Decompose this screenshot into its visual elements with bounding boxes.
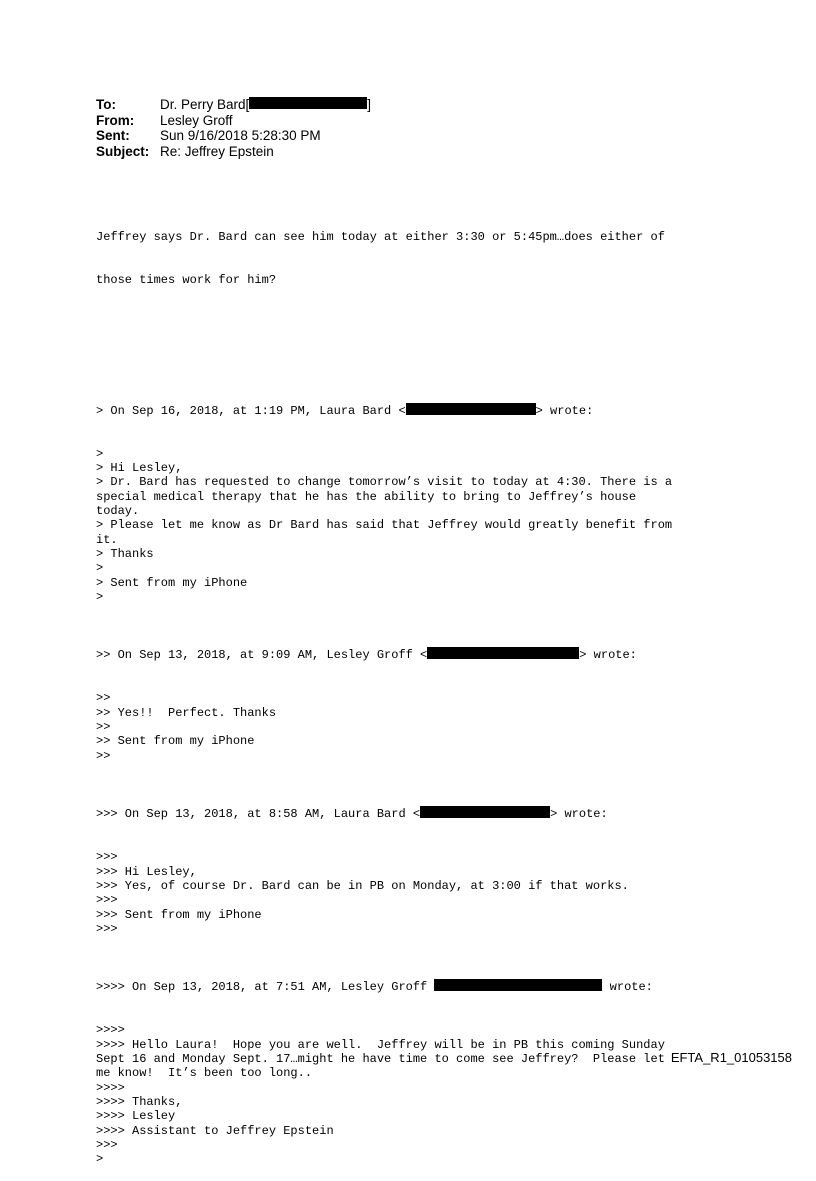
quote-header-2 (96, 647, 672, 662)
body-line: > (96, 589, 104, 604)
body-line: > Sent from my iPhone (96, 575, 248, 590)
body-line: >>> Sent from my iPhone (96, 907, 262, 922)
quote-block-4 (96, 1023, 672, 1166)
intro-paragraph (96, 202, 672, 317)
from-label: From: (96, 112, 135, 128)
quote-header-tail: wrote: (602, 980, 653, 995)
to-suffix: ] (367, 97, 372, 112)
body-line: >>>> Assistant to Jeffrey Epstein (96, 1123, 334, 1138)
body-line: >>>> Hello Laura! Hope you are well. Jeffrey will be in PB this coming Sunday (96, 1037, 665, 1052)
body-line: >> (96, 720, 111, 735)
body-line: >>> (96, 893, 118, 908)
body-line: today. (96, 503, 140, 518)
body-line: special medical therapy that he has the ability to bring to Jeffrey’s house (96, 489, 637, 504)
email-body (96, 173, 672, 1181)
body-line: those times work for him? (96, 273, 277, 288)
body-line: > Dr. Bard has requested to change tomorrow’s visit to today at 4:30. There is a (96, 475, 673, 490)
body-line: >> (96, 748, 111, 763)
body-line: >>> (96, 1138, 118, 1153)
quote-block-2 (96, 691, 672, 763)
quote-header-tail: > wrote: (550, 807, 608, 822)
body-line: > (96, 1152, 104, 1167)
subject-value: Re: Jeffrey Epstein (160, 143, 274, 159)
quote-header-tail: > wrote: (535, 403, 594, 418)
body-line: > Please let me know as Dr Bard has said that Jeffrey would greatly benefit from (96, 518, 673, 533)
subject-row (96, 144, 371, 160)
quote-block-3 (96, 850, 672, 936)
email-header (96, 97, 371, 159)
quote-header-text: > On Sep 16, 2018, at 1:19 PM, Laura Bard < (96, 403, 406, 418)
body-line: >> Yes!! Perfect. Thanks (96, 705, 277, 720)
body-line: > (96, 446, 104, 461)
body-line: >> (96, 691, 111, 706)
sent-value: Sun 9/16/2018 5:28:30 PM (160, 128, 321, 143)
sent-row (96, 128, 371, 144)
redaction-bar (427, 647, 579, 659)
quote-header-text: >> On Sep 13, 2018, at 9:09 AM, Lesley Groff < (96, 648, 428, 663)
blank-line (96, 345, 672, 359)
from-value: Lesley Groff (160, 112, 233, 128)
body-line: Sept 16 and Monday Sept. 17…might he have time to come see Jeffrey? Please let (96, 1051, 665, 1066)
quote-header-text: >>> On Sep 13, 2018, at 8:58 AM, Laura Bard < (96, 807, 421, 822)
body-line: it. (96, 532, 118, 547)
body-line: > (96, 561, 104, 576)
quote-header-4 (96, 979, 672, 994)
body-line: >>> Hi Lesley, (96, 864, 197, 879)
redaction-bar (420, 806, 550, 818)
quote-header-text: >>>> On Sep 13, 2018, at 7:51 AM, Lesley Groff (96, 980, 435, 995)
body-line: >>> (96, 921, 118, 936)
body-line: > Hi Lesley, (96, 460, 183, 475)
document-id: EFTA_R1_01053158 (670, 1050, 792, 1065)
body-line: >>>> Lesley (96, 1109, 176, 1124)
quote-header-1 (96, 403, 672, 418)
body-line: > Thanks (96, 546, 154, 561)
body-line: >> Sent from my iPhone (96, 734, 255, 749)
to-row (96, 97, 371, 113)
body-line: >>>> (96, 1023, 125, 1038)
quote-header-3 (96, 806, 672, 821)
quote-header-tail: > wrote: (579, 648, 637, 663)
body-line: me know! It’s been too long.. (96, 1066, 313, 1081)
to-value: Dr. Perry Bard[ (160, 97, 250, 112)
subject-label: Subject: (96, 143, 150, 159)
redaction-bar (249, 97, 367, 109)
body-line: >>>> (96, 1080, 125, 1095)
body-line: >>>> Thanks, (96, 1095, 183, 1109)
body-line: Jeffrey says Dr. Bard can see him today at either 3:30 or 5:45pm…does either of (96, 230, 665, 245)
redaction-bar (434, 979, 602, 991)
to-label: To: (96, 97, 116, 112)
quote-block-1 (96, 447, 672, 605)
body-line: >>> (96, 850, 118, 865)
from-row (96, 113, 371, 129)
body-line: >>> Yes, of course Dr. Bard can be in PB on Monday, at 3:00 if that works. (96, 878, 629, 893)
redaction-bar (406, 403, 536, 415)
sent-label: Sent: (96, 128, 130, 143)
